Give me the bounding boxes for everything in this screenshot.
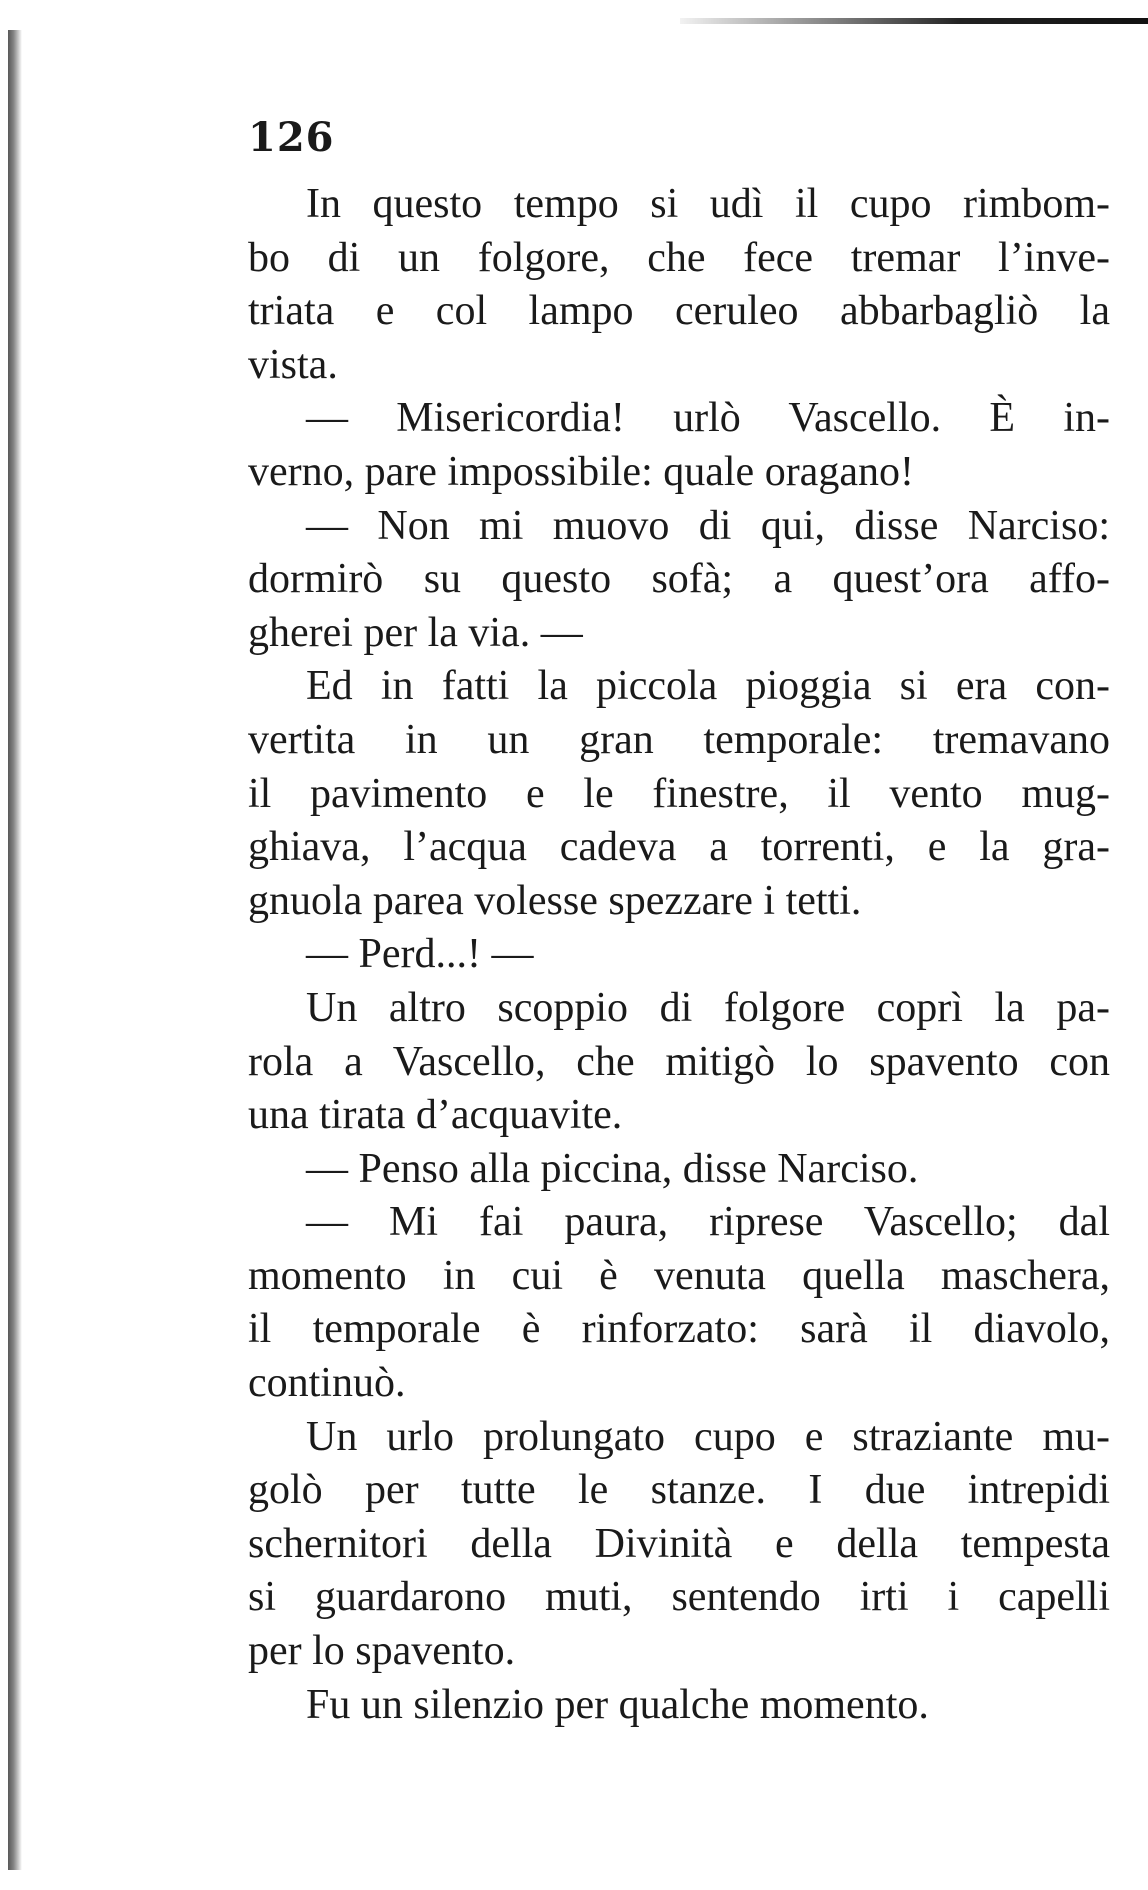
text-block <box>248 114 1110 1732</box>
text-line: il pavimento e le finestre, il vento mug- <box>248 770 1110 817</box>
text-line: golò per tutte le stanze. I due intrepidi <box>248 1467 1110 1514</box>
text-line: Un altro scoppio di folgore coprì la pa- <box>306 984 1110 1031</box>
text-line: ghiava, l’acqua cadeva a torrenti, e la gra- <box>248 824 1110 871</box>
text-line: In questo tempo si udì il cupo rimbom- <box>306 181 1110 227</box>
text-line: Ed in fatti la piccola pioggia si era con- <box>306 663 1110 710</box>
text-line: vertita in un gran temporale: tremavano <box>248 716 1110 763</box>
text-line: — Misericordia! urlò Vascello. È in- <box>306 395 1110 442</box>
text-line: schernitori della Divinità e della tempesta <box>248 1520 1110 1567</box>
top-edge-rule <box>680 18 1148 24</box>
text-line: triata e col lampo ceruleo abbarbagliò la <box>248 288 1110 335</box>
text-line: — Mi fai paura, riprese Vascello; dal <box>306 1199 1110 1246</box>
text-line: per lo spavento. <box>248 1628 516 1675</box>
text-line: momento in cui è venuta quella maschera, <box>248 1252 1110 1299</box>
text-line: verno, pare impossibile: quale oragano! <box>248 448 914 495</box>
text-line: vista. <box>248 341 338 388</box>
paragraph-lines <box>248 178 1110 1732</box>
text-line: si guardarono muti, sentendo irti i capelli <box>248 1574 1110 1621</box>
text-line: — Penso alla piccina, disse Narciso. <box>306 1145 919 1192</box>
page-binding-edge <box>8 30 22 1870</box>
text-line: dormirò su questo sofà; a quest’ora affo- <box>248 556 1110 603</box>
text-line: Fu un silenzio per qualche momento. <box>306 1681 929 1728</box>
text-line: — Non mi muovo di qui, disse Narciso: <box>306 502 1110 549</box>
text-line: continuò. <box>248 1360 406 1407</box>
text-line: Un urlo prolungato cupo e straziante mu- <box>306 1413 1110 1460</box>
text-line: gnuola parea volesse spezzare i tetti. <box>248 877 862 924</box>
text-line: bo di un folgore, che fece tremar l’inve- <box>248 234 1110 281</box>
text-line: rola a Vascello, che mitigò lo spavento con <box>248 1038 1110 1085</box>
text-line: — Perd...! — <box>306 931 534 978</box>
text-line: una tirata d’acquavite. <box>248 1092 623 1139</box>
page-number: 126 <box>248 114 335 161</box>
text-line: il temporale è rinforzato: sarà il diavolo, <box>248 1306 1110 1353</box>
text-line: gherei per la via. — <box>248 609 583 656</box>
